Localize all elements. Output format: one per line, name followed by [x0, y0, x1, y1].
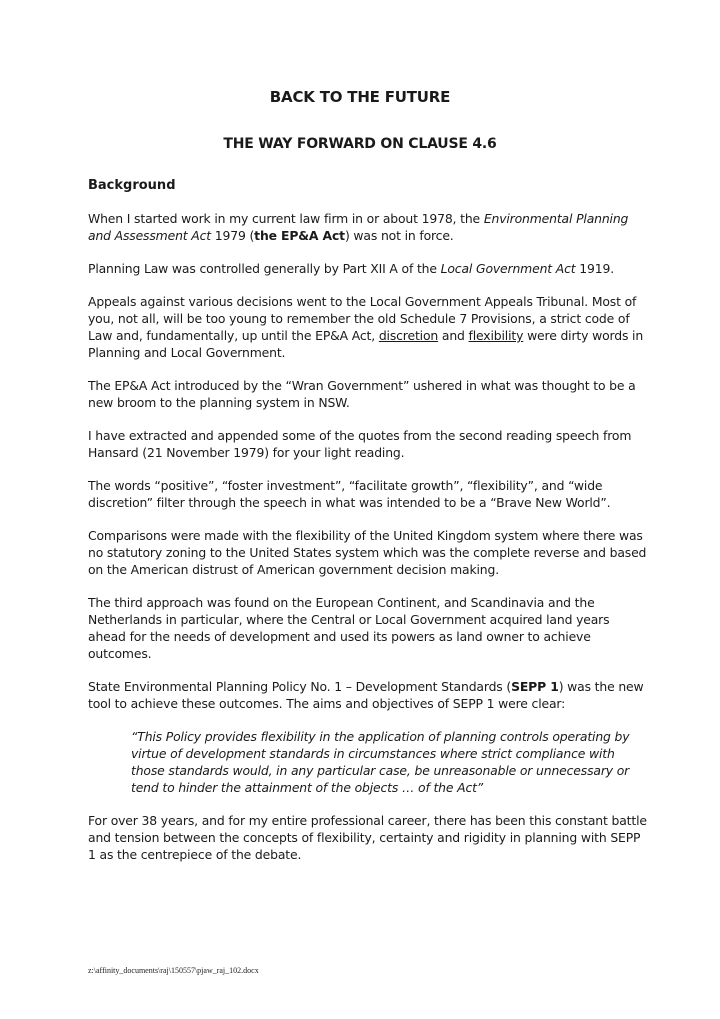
paragraph-5: I have extracted and appended some of the quotes from the second reading speech from Hansard (21 November 1979) for your light reading.	[88, 428, 632, 460]
sepp-1-abbrev: SEPP 1	[511, 679, 559, 694]
paragraph-3-text: and	[438, 328, 469, 343]
paragraph-1-text: ) was not in force.	[344, 228, 454, 243]
paragraph-8: The third approach was found on the European Continent, and Scandinavia and the Netherlands in particular, where the Central or Local Government acquired land years ahead for the needs of development and used its powers as land owner to achieve outcomes.	[88, 595, 610, 661]
ep-a-act-abbrev: the EP&A Act	[254, 228, 345, 243]
paragraph-3-text: were dirty words in Planning and Local Government.	[88, 328, 644, 360]
local-government-act: Local Government Act	[440, 261, 576, 276]
document-subtitle: THE WAY FORWARD ON CLAUSE 4.6	[223, 136, 497, 152]
section-heading: Background	[88, 178, 176, 193]
paragraph-4: The EP&A Act introduced by the “Wran Government” ushered in what was thought to be a new broom to the planning system in NSW.	[88, 378, 636, 410]
paragraph-9	[88, 678, 648, 712]
paragraph-1-text: When I started work in my current law firm in or about 1978, the	[88, 211, 484, 226]
paragraph-9-text: State Environmental Planning Policy No. 1 – Development Standards (	[88, 679, 512, 694]
paragraph-9-text: ) was the new tool to achieve these outcomes. The aims and objectives of SEPP 1 were clear:	[88, 679, 644, 711]
paragraph-1-text: 1979 (	[210, 228, 255, 243]
flexibility-word: flexibility	[468, 328, 524, 343]
footer-file-path: z:\affinity_documents\raj\150557\pjaw_raj_102.docx	[88, 966, 259, 975]
act-name: Environmental Planning and Assessment Act	[88, 211, 629, 243]
discretion-word: discretion	[378, 328, 439, 343]
paragraph-10: For over 38 years, and for my entire professional career, there has been this constant battle and tension between the concepts of flexibility, certainty and rigidity in planning with SEPP 1 as the centrepiece of the debate.	[88, 813, 647, 862]
document-body	[88, 210, 648, 879]
paragraph-7: Comparisons were made with the flexibility of the United Kingdom system where there was no statutory zoning to the United States system which was the complete reverse and based on the American distrust of American government decision making.	[88, 528, 647, 577]
paragraph-2-text: Planning Law was controlled generally by Part XII A of the	[88, 261, 441, 276]
policy-quote: “This Policy provides flexibility in the application of planning controls operating by virtue of development standards in circumstances where strict compliance with those standards would, in any particular case, be unreasonable or unnecessary or tend to hinder the attainment of the objects … of the Act”	[131, 729, 630, 795]
paragraph-3	[88, 293, 648, 361]
document-title: BACK TO THE FUTURE	[269, 88, 451, 106]
paragraph-6: The words “positive”, “foster investment”, “facilitate growth”, “flexibility”, and “wide discretion” filter through the speech in what was intended to be a “Brave New World”.	[88, 478, 611, 510]
paragraph-2-text: 1919.	[575, 261, 614, 276]
paragraph-3-text: Appeals against various decisions went to the Local Government Appeals Tribunal. Most of you, not all, will be too young to remember the old Schedule 7 Provisions, a strict code of Law and, fundamentally, up until the EP&A Act,	[88, 294, 637, 343]
paragraph-2	[88, 260, 648, 277]
paragraph-1	[88, 210, 648, 244]
